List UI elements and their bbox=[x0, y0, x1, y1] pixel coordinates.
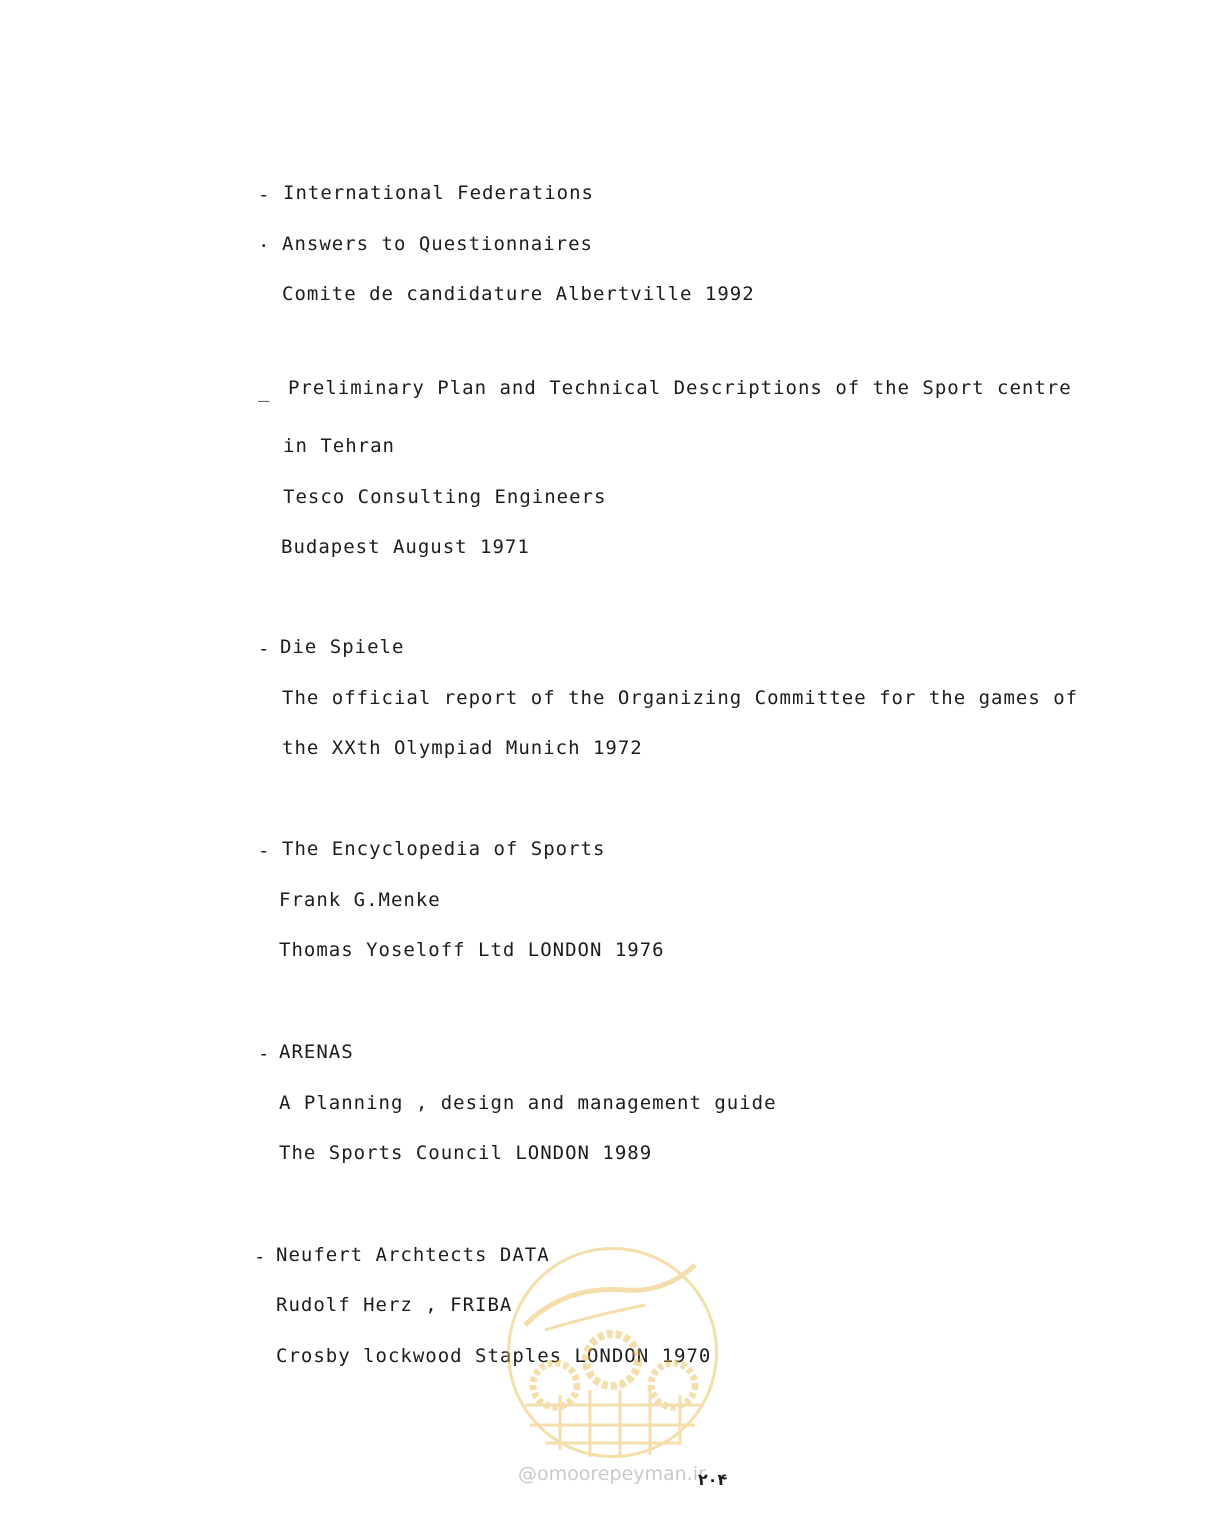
reference-title: Preliminary Plan and Technical Descriptions of the Sport centre bbox=[288, 377, 1072, 399]
reference-title: Die Spiele bbox=[280, 636, 405, 658]
reference-title: Answers to Questionnaires bbox=[282, 233, 593, 255]
reference-line: the XXth Olympiad Munich 1972 bbox=[282, 737, 643, 759]
reference-line: Tesco Consulting Engineers bbox=[283, 486, 607, 508]
reference-line: Thomas Yoseloff Ltd LONDON 1976 bbox=[279, 939, 665, 961]
watermark-url: @omoorepeyman.ir bbox=[518, 1463, 706, 1485]
reference-line: Crosby lockwood Staples LONDON 1970 bbox=[276, 1345, 712, 1367]
reference-line: A Planning , design and management guide bbox=[279, 1092, 777, 1114]
reference-line: Budapest August 1971 bbox=[281, 536, 530, 558]
reference-bullet: - bbox=[258, 184, 270, 206]
reference-line: Rudolf Herz , FRIBA bbox=[276, 1294, 513, 1316]
reference-bullet: - bbox=[258, 1043, 270, 1065]
reference-title: ARENAS bbox=[279, 1041, 354, 1063]
reference-line: Comite de candidature Albertville 1992 bbox=[282, 283, 755, 305]
reference-title: Neufert Archtects DATA bbox=[276, 1244, 550, 1266]
reference-title: International Federations bbox=[283, 182, 594, 204]
reference-bullet: - bbox=[258, 638, 270, 660]
reference-bullet: · bbox=[258, 235, 270, 257]
reference-bullet: - bbox=[254, 1246, 266, 1268]
reference-line: The Sports Council LONDON 1989 bbox=[279, 1142, 653, 1164]
reference-bullet: _ bbox=[258, 380, 270, 402]
reference-line: in Tehran bbox=[283, 435, 395, 457]
watermark-seal-icon bbox=[505, 1245, 720, 1460]
reference-title: The Encyclopedia of Sports bbox=[282, 838, 606, 860]
reference-line: The official report of the Organizing Committee for the games of bbox=[282, 687, 1079, 709]
page-number: ۲۰۴ bbox=[698, 1470, 728, 1489]
reference-line: Frank G.Menke bbox=[279, 889, 441, 911]
reference-bullet: - bbox=[258, 840, 270, 862]
